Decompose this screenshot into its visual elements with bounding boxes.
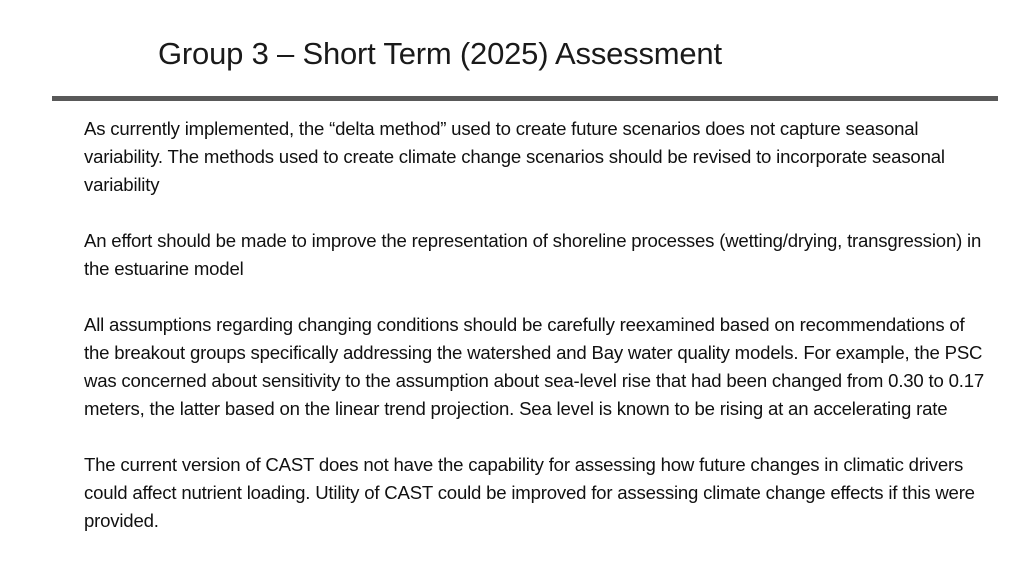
title-divider [52,96,998,101]
slide-body [84,115,994,563]
paragraph-assumptions: All assumptions regarding changing conditions should be carefully reexamined based on recommendations of the breakout groups specifically addressing the watershed and Bay water quality models. For example, the PSC was concerned about sensitivity to the assumption about sea-level rise that had been changed from 0.30 to 0.17 meters, the latter based on the linear trend projection. Sea level is known to be rising at an accelerating rate [84,314,984,419]
paragraph-shoreline-processes: An effort should be made to improve the representation of shoreline processes (wetting/drying, transgression) in the estuarine model [84,230,982,279]
paragraph-cast-capability: The current version of CAST does not have the capability for assessing how future changes in climatic drivers could affect nutrient loading. Utility of CAST could be improved for assessing climate change effects if this were provided. [84,454,975,531]
slide-title: Group 3 – Short Term (2025) Assessment [158,36,722,71]
paragraph-delta-method: As currently implemented, the “delta method” used to create future scenarios does not capture seasonal variability. The methods used to create climate change scenarios should be revised to incorporate seasonal variability [84,118,945,195]
